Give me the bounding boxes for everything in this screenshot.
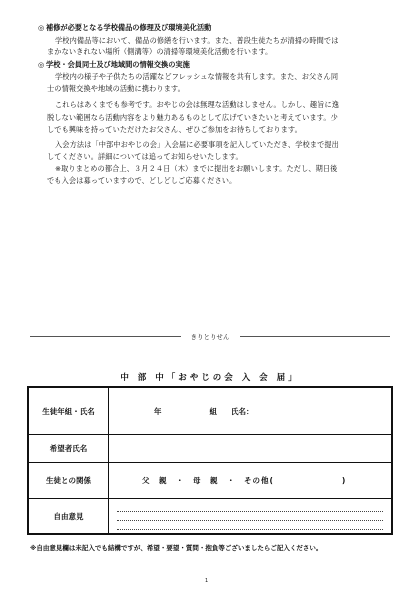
student-field[interactable] (109, 387, 393, 435)
section1-heading (38, 23, 211, 33)
relation-label: 生徒との関係 (28, 463, 109, 499)
section2-title: 学校・会員同士及び地域間の情報交換の実施 (46, 60, 190, 69)
section2-line: 入会方法は「中部中おやじの会」入会届に必要事項を記入していただき、学校まで提出 (55, 140, 339, 149)
form-row-applicant (28, 435, 392, 463)
section2-marker: ◎ (38, 60, 45, 69)
section2-line: しでも興味を持っていただけたお父さん、ぜひご参加をお待ちしております。 (47, 125, 302, 134)
opinion-dotted-line (117, 503, 383, 512)
section2-line: これらはあくまでも参考です。おやじの会は無理な活動はしません。しかし、趣旨に逸 (55, 100, 340, 109)
cut-line-left-rule (30, 336, 181, 337)
applicant-label: 希望者氏名 (28, 435, 109, 463)
form-row-relation (28, 463, 392, 499)
section2-line: してください。詳細については追ってお知らせいたします。 (47, 152, 243, 161)
section1-marker: ◎ (38, 23, 45, 32)
section2-heading (38, 60, 190, 70)
relation-options[interactable]: 父 親 ・ 母 親 ・ その他( ) (109, 463, 393, 499)
footnote: ※自由意見欄は未記入でも結構ですが、希望・要望・質問・抱負等ございましたらご記入ください。 (30, 544, 323, 552)
form-title: 中 部 中「おやじの会 入 会 届」 (120, 373, 300, 383)
page-number: 1 (205, 578, 209, 584)
kumi-label: 組 (209, 406, 217, 416)
section1-line: まかないきれない場所（側溝等）の清掃等環境美化活動を行います。 (47, 47, 273, 56)
application-form (27, 386, 393, 535)
nen-label: 年 (154, 406, 162, 416)
section2-line: ※取りまとめの都合上、３月２４日（木）までに提出をお願いします。ただし、期日後 (55, 164, 338, 173)
form-row-opinion (28, 499, 392, 535)
section2-line: 学校内の様子や子供たちの活躍などフレッシュな情報を共有します。また、お父さん同 (55, 72, 339, 81)
student-label: 生徒年組・氏名 (28, 387, 109, 435)
applicant-field[interactable] (109, 435, 393, 463)
section1-title: 補修が必要となる学校備品の修理及び環境美化活動 (46, 23, 212, 32)
opinion-dotted-line (117, 512, 383, 521)
opinion-dotted-line (117, 521, 383, 530)
section2-line: 士の情報交換や地域の活動に携わります。 (47, 84, 185, 93)
form-row-student (28, 387, 392, 435)
cut-line-right-rule (240, 336, 391, 337)
section2-line: 脱しない範囲なら活動内容をより魅力あるものとして広げていきたいと考えています。少 (47, 113, 338, 122)
cut-line (30, 331, 390, 341)
section1-line: 学校内備品等において、備品の修繕を行います。また、普段生徒たちが清掃の時間では (55, 36, 339, 45)
opinion-field[interactable] (109, 499, 393, 535)
cut-line-label: きりとりせん (190, 332, 230, 341)
shimei-label: 氏名： (231, 406, 254, 416)
opinion-label: 自由意見 (28, 499, 109, 535)
section2-line: でも入会は募っていますので、どしどしご応募ください。 (47, 176, 237, 185)
